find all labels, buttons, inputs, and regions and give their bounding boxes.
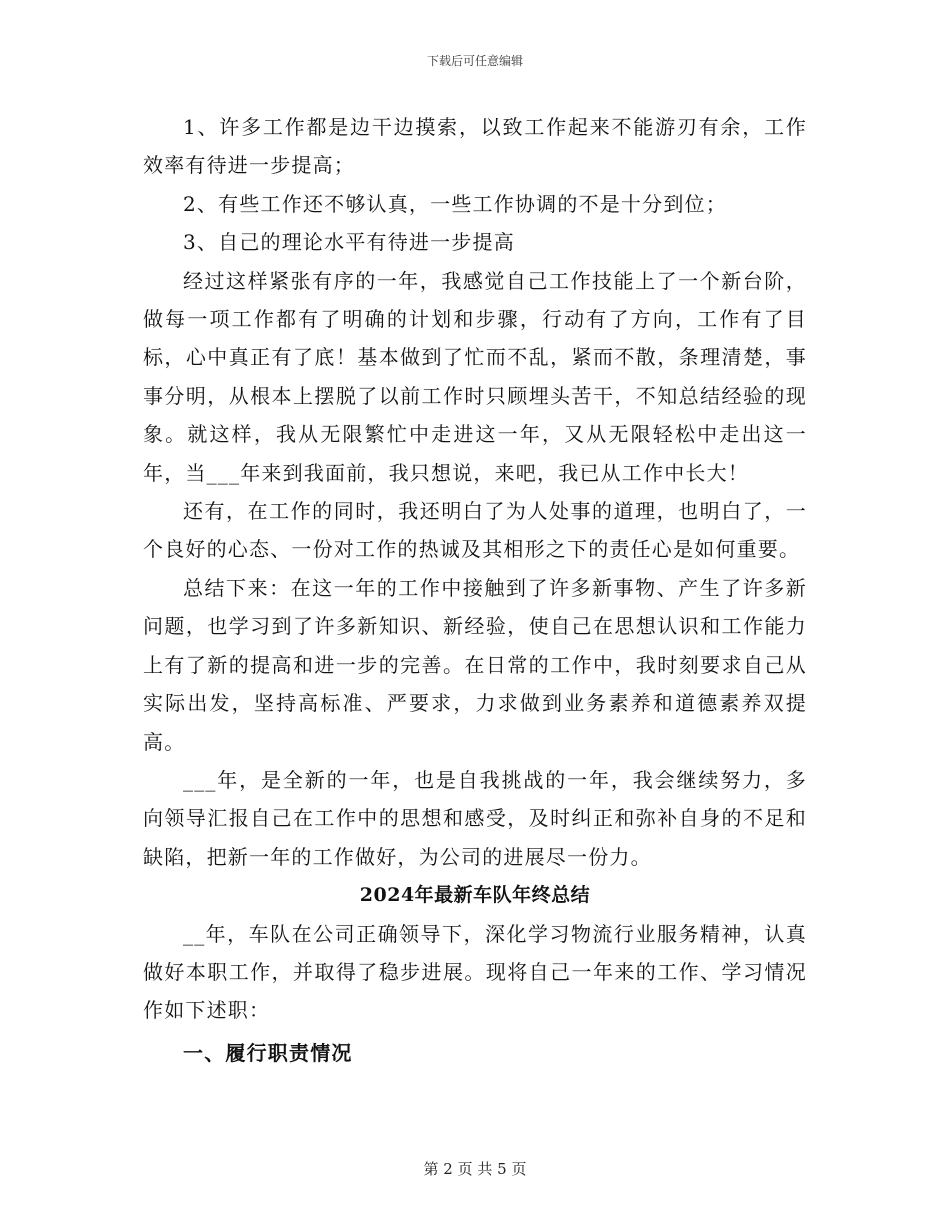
paragraph: 2、有些工作还不够认真，一些工作协调的不是十分到位； (183, 191, 727, 216)
page-header: 下载后可任意编辑 (426, 54, 523, 68)
paragraph: ___年，是全新的一年，也是自我挑战的一年，我会继续努力，多向领导汇报自己在工作中的思想和感受，及时纠正和弥补自身的不足和缺陷，把新一年的工作做好，为公司的进展尽一份力。 (143, 767, 807, 869)
paragraph: 3、自己的理论水平有待进一步提高 (183, 230, 515, 255)
paragraph: 经过这样紧张有序的一年，我感觉自己工作技能上了一个新台阶，做每一项工作都有了明确的计划和步骤，行动有了方向，工作有了目标，心中真正有了底！基本做到了忙而不乱，紧而不散，条理清楚，事事分明，从根本上摆脱了以前工作时只顾埋头苦干，不知总结经验的现象。就这样，我从无限繁忙中走进这一年，又从无限轻松中走出这一年，当___年来到我面前，我只想说，来吧，我已从工作中长大！ (143, 268, 807, 485)
paragraph: 还有，在工作的同时，我还明白了为人处事的道理，也明白了，一个良好的心态、一份对工作的热诚及其相形之下的责任心是如何重要。 (143, 499, 807, 562)
document-body (143, 108, 807, 1072)
section-heading: 一、履行职责情况 (183, 1040, 353, 1065)
paragraph: 1、许多工作都是边干边摸索，以致工作起来不能游刃有余，工作效率有待进一步提高； (143, 115, 807, 178)
paragraph: __年，车队在公司正确领导下，深化学习物流行业服务精神，认真做好本职工作，并取得了稳步进展。现将自己一年来的工作、学习情况作如下述职： (143, 921, 807, 1023)
paragraph: 总结下来：在这一年的工作中接触到了许多新事物、产生了许多新问题，也学习到了许多新知识、新经验，使自己在思想认识和工作能力上有了新的提高和进一步的完善。在日常的工作中，我时刻要求自己从实际出发，坚持高标准、严要求，力求做到业务素养和道德素养双提高。 (143, 575, 807, 754)
page-footer: 第 2 页 共 5 页 (423, 1160, 527, 1178)
article-title: 2024年最新车队年终总结 (359, 884, 591, 907)
